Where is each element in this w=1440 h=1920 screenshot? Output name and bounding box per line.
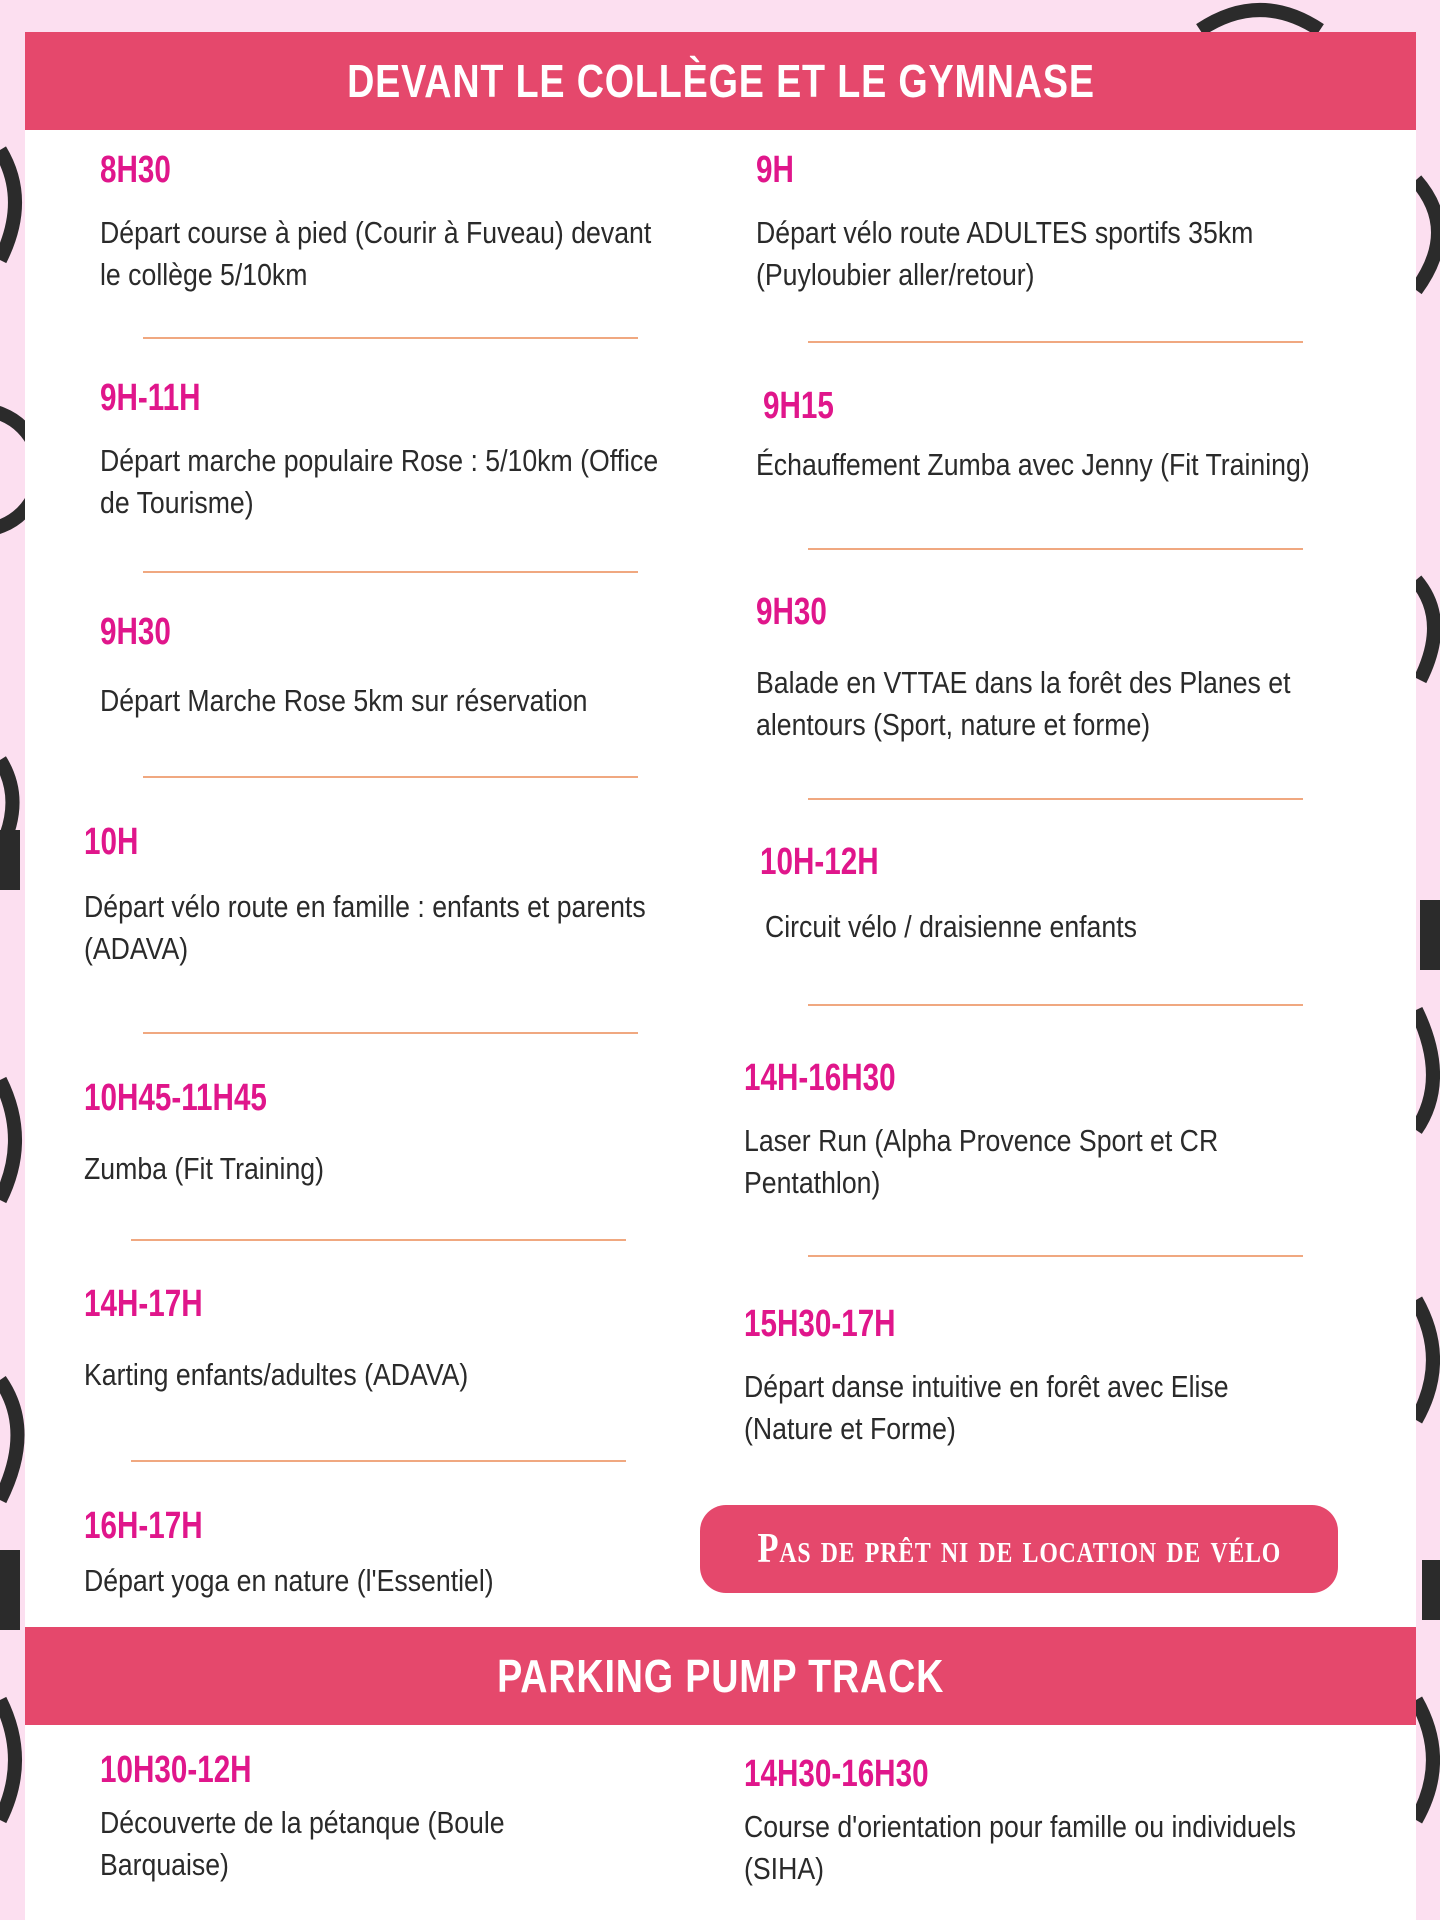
- separator-line: [143, 776, 638, 778]
- section-title-pumptrack: PARKING PUMP TRACK: [496, 1650, 945, 1702]
- event-description: Départ danse intuitive en forêt avec Elise (Nature et Forme): [744, 1369, 1229, 1446]
- separator-line: [808, 798, 1303, 800]
- event-description: Départ course à pied (Courir à Fuveau) devant le collège 5/10km: [100, 215, 652, 292]
- notice-text: Pas de prêt ni de location de vélo: [757, 1526, 1281, 1572]
- section-banner-college: [25, 32, 1416, 130]
- event-description: Départ vélo route en famille : enfants et parents (ADAVA): [84, 889, 646, 966]
- event-item: [84, 1282, 531, 1396]
- separator-line: [131, 1460, 626, 1462]
- event-item: [760, 840, 1198, 948]
- event-description: Laser Run (Alpha Provence Sport et CR Pentathlon): [744, 1123, 1219, 1200]
- event-description: Départ vélo route ADULTES sportifs 35km (Puyloubier aller/retour): [756, 215, 1254, 292]
- section-title-college: DEVANT LE COLLÈGE ET LE GYMNASE: [346, 55, 1095, 107]
- separator-line: [143, 1032, 638, 1034]
- notice-badge: [700, 1505, 1338, 1593]
- event-time: 10H45-11H45: [84, 1077, 267, 1119]
- event-item: [84, 1076, 363, 1190]
- separator-line: [143, 337, 638, 339]
- event-item: [756, 148, 1334, 296]
- event-item: [100, 148, 741, 296]
- event-time: 9H-11H: [100, 377, 201, 419]
- event-time: 15H30-17H: [744, 1303, 896, 1345]
- event-item: [100, 610, 667, 722]
- event-time: 9H30: [100, 611, 171, 653]
- separator-line: [808, 548, 1303, 550]
- event-time: 9H15: [763, 385, 834, 427]
- event-item: [100, 376, 749, 524]
- event-item: [84, 1504, 560, 1602]
- separator-line: [131, 1239, 626, 1241]
- event-time: 14H-17H: [84, 1283, 203, 1325]
- event-time: 10H: [84, 821, 139, 863]
- event-time: 8H30: [100, 149, 171, 191]
- event-time: 14H30-16H30: [744, 1753, 929, 1795]
- event-item: [84, 820, 737, 970]
- separator-line: [808, 1004, 1303, 1006]
- separator-line: [143, 571, 638, 573]
- event-time: 14H-16H30: [744, 1057, 896, 1099]
- event-description: Circuit vélo / draisienne enfants: [765, 909, 1137, 944]
- event-time: 9H: [756, 149, 794, 191]
- event-description: Départ yoga en nature (l'Essentiel): [84, 1563, 494, 1598]
- section-banner-pumptrack: [25, 1627, 1416, 1725]
- event-description: Départ Marche Rose 5km sur réservation: [100, 683, 588, 718]
- event-description: Départ marche populaire Rose : 5/10km (Office de Tourisme): [100, 443, 659, 520]
- event-item: [756, 590, 1378, 746]
- separator-line: [808, 1255, 1303, 1257]
- event-item: [744, 1752, 1386, 1890]
- event-description: Course d'orientation pour famille ou individuels (SIHA): [744, 1809, 1296, 1886]
- event-time: 9H30: [756, 591, 827, 633]
- event-description: Échauffement Zumba avec Jenny (Fit Training): [756, 447, 1310, 482]
- event-item: [744, 1302, 1307, 1450]
- event-time: 10H30-12H: [100, 1749, 252, 1791]
- event-item: [744, 1056, 1295, 1204]
- event-time: 16H-17H: [84, 1505, 203, 1547]
- event-time: 10H-12H: [760, 841, 879, 883]
- event-description: Découverte de la pétanque (Boule Barquaise): [100, 1805, 505, 1882]
- event-description: Karting enfants/adultes (ADAVA): [84, 1357, 469, 1392]
- event-item: [756, 384, 1400, 486]
- event-item: [100, 1748, 571, 1886]
- event-description: Zumba (Fit Training): [84, 1151, 325, 1186]
- event-description: Balade en VTTAE dans la forêt des Planes et alentours (Sport, nature et forme): [756, 665, 1291, 742]
- separator-line: [808, 341, 1303, 343]
